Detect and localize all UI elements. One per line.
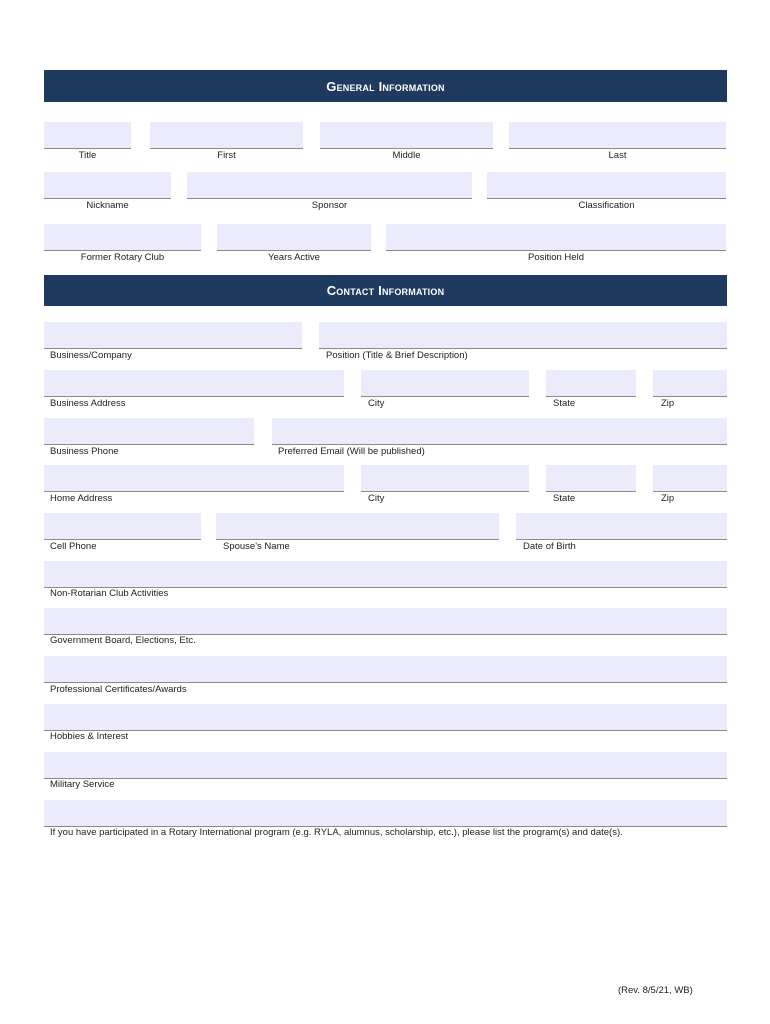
business-city-label: City [368,398,385,409]
business-state-field[interactable] [546,370,636,397]
first-name-field[interactable] [150,122,303,149]
cell-phone-label: Cell Phone [50,541,97,552]
military-service-field[interactable] [44,752,727,779]
non-rotarian-activities-field[interactable] [44,561,727,588]
home-address-label: Home Address [50,493,113,504]
date-of-birth-label: Date of Birth [523,541,576,552]
nickname-label: Nickname [86,200,129,211]
sponsor-field[interactable] [187,172,472,199]
business-phone-label: Business Phone [50,446,119,457]
home-zip-field[interactable] [653,465,727,492]
sponsor-label: Sponsor [311,200,348,211]
title-field[interactable] [44,122,131,149]
classification-label: Classification [578,200,635,211]
spouse-name-label: Spouse's Name [223,541,290,552]
years-active-field[interactable] [217,224,371,251]
position-held-field[interactable] [386,224,726,251]
general-information-header: General Information [44,70,727,102]
business-zip-field[interactable] [653,370,727,397]
contact-information-header: Contact Information [44,275,727,306]
position-description-label: Position (Title & Brief Description) [326,350,468,361]
non-rotarian-activities-label: Non-Rotarian Club Activities [50,588,169,599]
position-description-field[interactable] [319,322,727,349]
middle-name-field[interactable] [320,122,493,149]
middle-name-label: Middle [392,150,421,161]
home-city-field[interactable] [361,465,529,492]
rotary-program-label: If you have participated in a Rotary International program (e.g. RYLA, alumnus, scholarship, etc.), please list the program(s) and date(s). [50,827,623,838]
preferred-email-field[interactable] [272,418,727,445]
business-zip-label: Zip [661,398,675,409]
home-zip-label: Zip [661,493,675,504]
home-state-field[interactable] [546,465,636,492]
business-company-label: Business/Company [50,350,132,361]
government-board-label: Government Board, Elections, Etc. [50,635,196,646]
business-phone-field[interactable] [44,418,254,445]
title-label: Title [78,150,97,161]
business-address-label: Business Address [50,398,126,409]
hobbies-interest-label: Hobbies & Interest [50,731,129,742]
former-rotary-club-label: Former Rotary Club [80,252,165,263]
certificates-awards-label: Professional Certificates/Awards [50,684,187,695]
military-service-label: Military Service [50,779,115,790]
classification-field[interactable] [487,172,726,199]
date-of-birth-field[interactable] [516,513,727,540]
last-name-label: Last [608,150,627,161]
rotary-program-field[interactable] [44,800,727,827]
home-state-label: State [553,493,576,504]
first-name-label: First [217,150,236,161]
business-city-field[interactable] [361,370,529,397]
nickname-field[interactable] [44,172,171,199]
hobbies-interest-field[interactable] [44,704,727,731]
last-name-field[interactable] [509,122,726,149]
government-board-field[interactable] [44,608,727,635]
business-state-label: State [553,398,576,409]
business-address-field[interactable] [44,370,344,397]
home-address-field[interactable] [44,465,344,492]
years-active-label: Years Active [268,252,320,263]
home-city-label: City [368,493,385,504]
preferred-email-label: Preferred Email (Will be published) [278,446,425,457]
spouse-name-field[interactable] [216,513,499,540]
cell-phone-field[interactable] [44,513,201,540]
position-held-label: Position Held [528,252,584,263]
former-rotary-club-field[interactable] [44,224,201,251]
revision-note: (Rev. 8/5/21, WB) [618,985,693,996]
certificates-awards-field[interactable] [44,656,727,683]
business-company-field[interactable] [44,322,302,349]
